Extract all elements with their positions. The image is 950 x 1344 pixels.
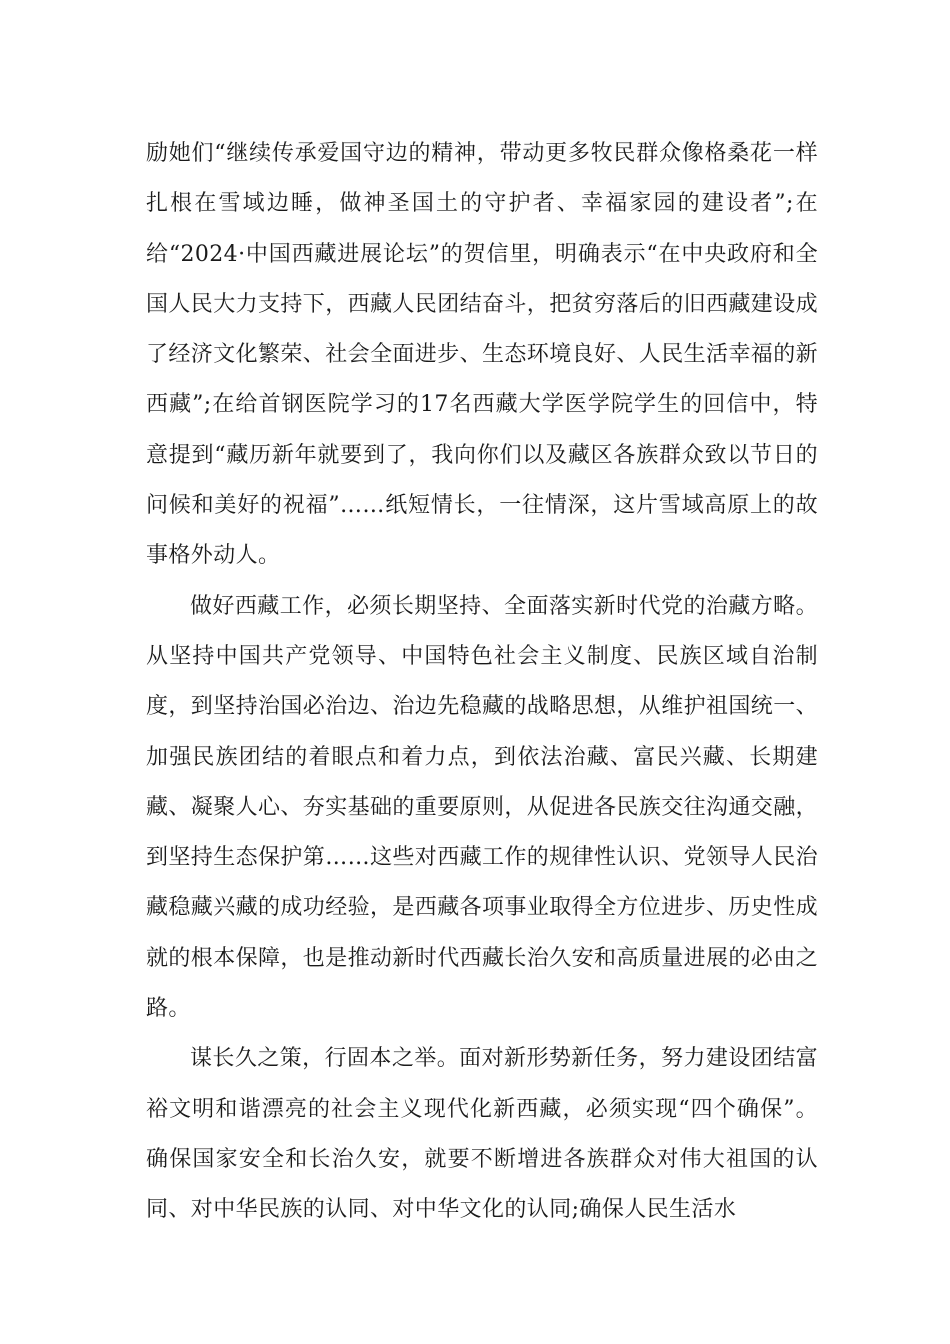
paragraph-1: 励她们“继续传承爱国守边的精神，带动更多牧民群众像格桑花一样扎根在雪域边睡，做神圣国土的守护者、幸福家园的建设者”;在给“2024·中国西藏进展论坛”的贺信里，明确表示“在中央政府和全国人民大力支持下，西藏人民团结奋斗，把贫穷落后的旧西藏建设成了经济文化繁荣、社会全面进步、生态环境良好、人民生活幸福的新西藏”;在给首钢医院学习的17名西藏大学医学院学生的回信中，特意提到“藏历新年就要到了，我向你们以及藏区各族群众致以节日的问候和美好的祝福”……纸短情长，一往情深，这片雪域高原上的故事格外动人。	[146, 141, 819, 569]
paragraph-2: 做好西藏工作，必须长期坚持、全面落实新时代党的治藏方略。从坚持中国共产党领导、中国特色社会主义制度、民族区域自治制度，到坚持治国必治边、治边先稳藏的战略思想，从维护祖国统一、加强民族团结的着眼点和着力点，到依法治藏、富民兴藏、长期建藏、凝聚人心、夯实基础的重要原则，从促进各民族交往沟通交融，到坚持生态保护第……这些对西藏工作的规律性认识、党领导人民治藏稳藏兴藏的成功经验，是西藏各项事业取得全方位进步、历史性成就的根本保障，也是推动新时代西藏长治久安和高质量进展的必由之路。	[146, 593, 819, 1022]
document-body	[146, 129, 818, 1236]
paragraph-3: 谋长久之策，行固本之举。面对新形势新任务，努力建设团结富裕文明和谐漂亮的社会主义现代化新西藏，必须实现“四个确保”。确保国家安全和长治久安，就要不断增进各族群众对伟大祖国的认同、对中华民族的认同、对中华文化的认同;确保人民生活水	[146, 1046, 818, 1223]
